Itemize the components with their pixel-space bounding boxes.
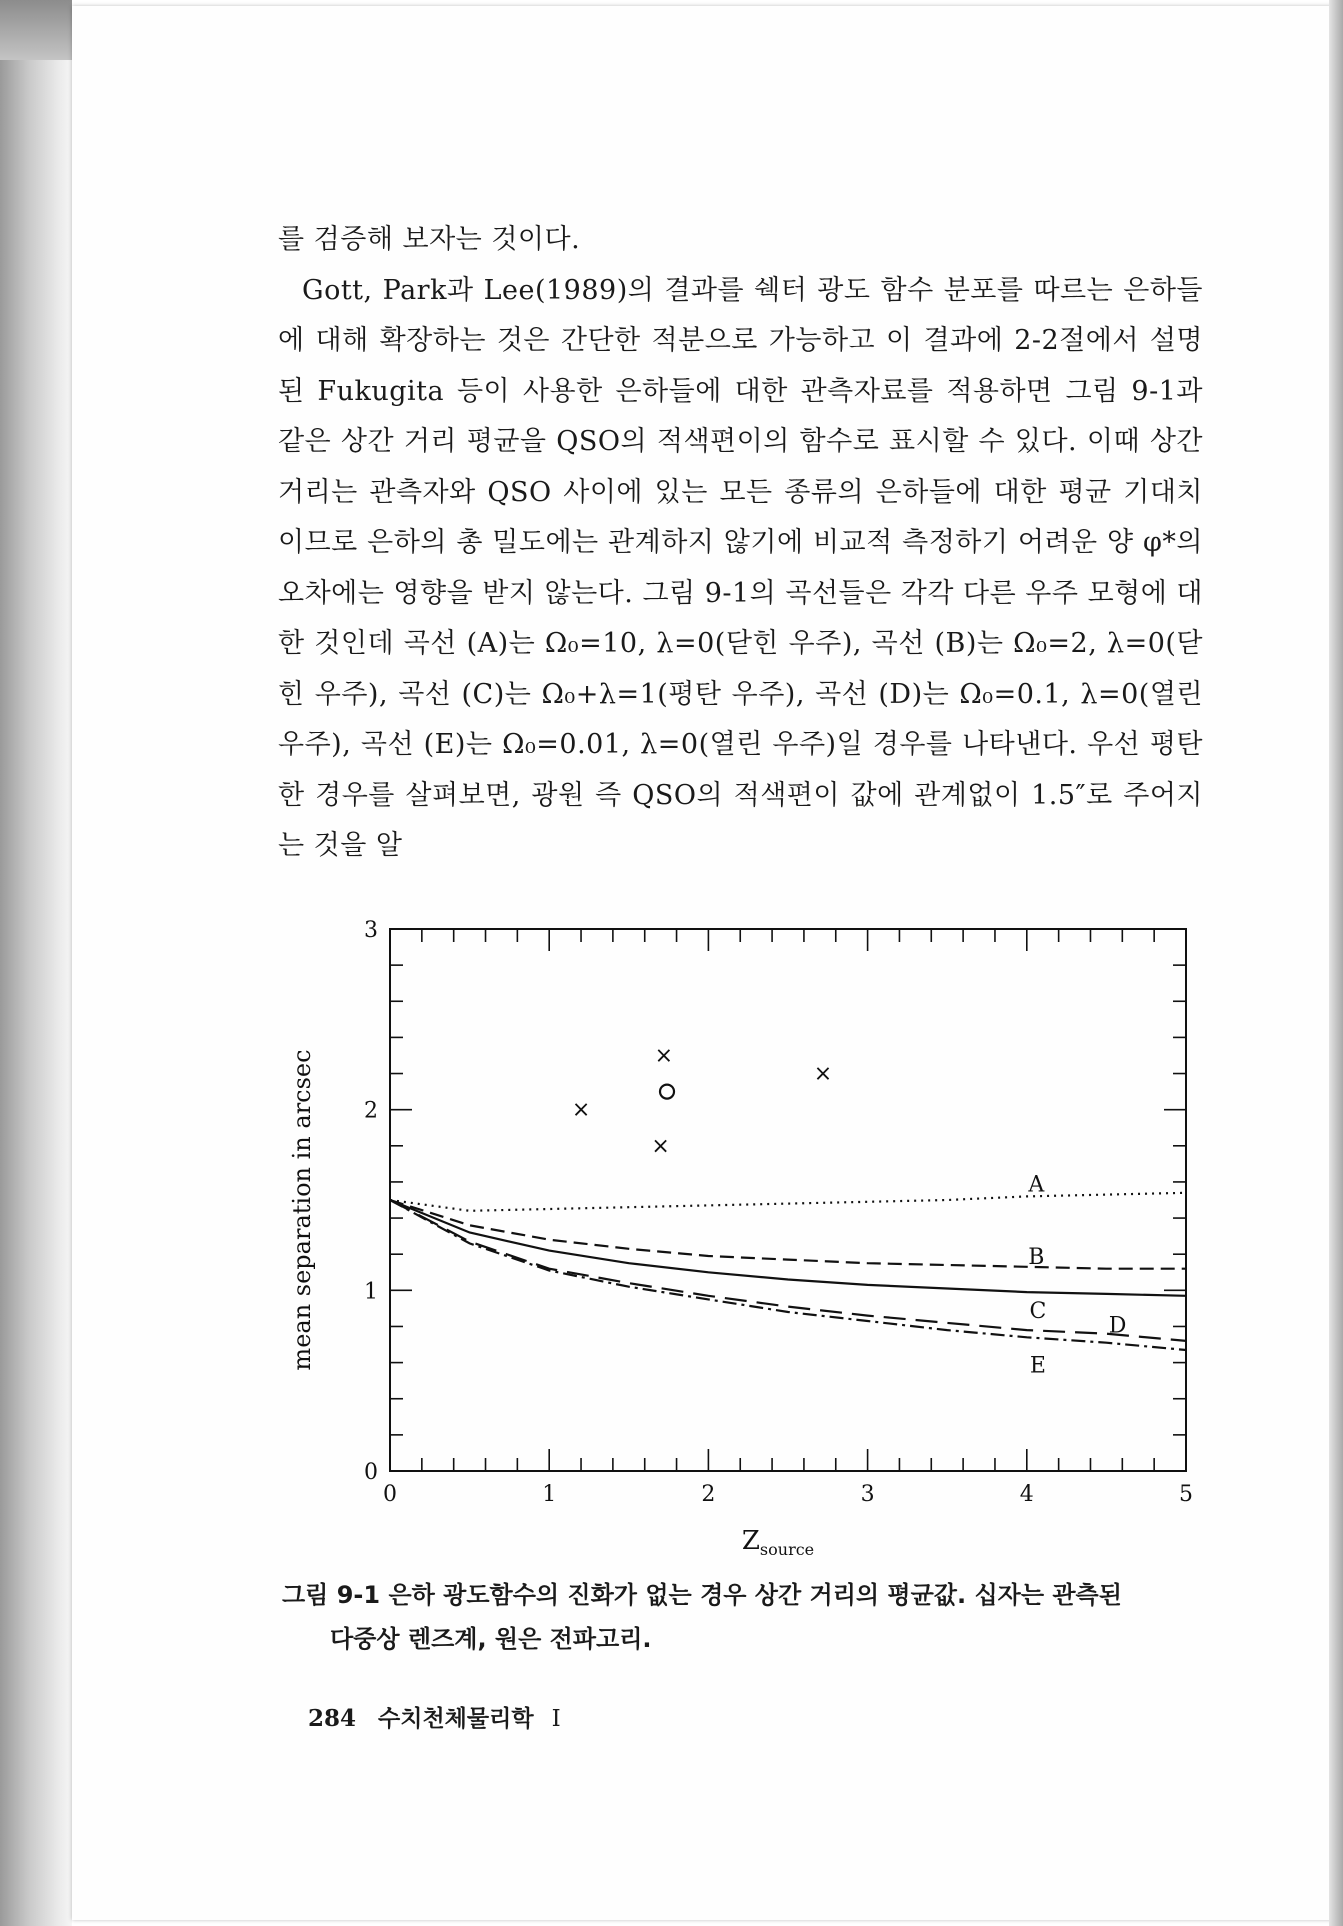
caption-line-2: 다중상 렌즈계, 원은 전파고리. bbox=[330, 1625, 652, 1653]
y-tick-label: 3 bbox=[364, 918, 378, 943]
figure-caption bbox=[282, 1573, 1212, 1661]
book-volume: I bbox=[551, 1706, 561, 1732]
curve-c bbox=[390, 1200, 1186, 1296]
curve-label-c: C bbox=[1029, 1299, 1047, 1325]
curve-d bbox=[390, 1200, 1186, 1341]
plot-frame bbox=[390, 929, 1186, 1471]
body-text bbox=[278, 215, 1203, 872]
book-title: 수치천체물리학 bbox=[378, 1706, 534, 1732]
curve-label-d: D bbox=[1108, 1313, 1127, 1339]
paragraph: Gott, Park과 Lee(1989)의 결과를 쉑터 광도 함수 분포를 따르는 은하들에 대해 확장하는 것은 간단한 적분으로 가능하고 이 결과에 2-2절에서 설명된 Fukugita 등이 사용한 은하들에 대한 관측자료를 적용하면 그림 9-1과 같은 상간 거리 평균을 QSO의 적색편이의 함수로 표시할 수 있다. 이때 상간 거리는 관측자와 QSO 사이에 있는 모든 종류의 은하들에 대한 평균 기대치이므로 은하의 총 밀도에는 관계하지 않기에 비교적 측정하기 어려운 양 φ*의 오차에는 영향을 받지 않는다. 그림 9-1의 곡선들은 각각 다른 우주 모형에 대한 것인데 곡선 (A)는 Ω₀=10, λ=0(닫힌 우주), 곡선 (B)는 Ω₀=2, λ=0(닫힌 우주), 곡선 (C)는 Ω₀+λ=1(평탄 우주), 곡선 (D)는 Ω₀=0.1, λ=0(열린 우주), 곡선 (E)는 Ω₀=0.01, λ=0(열린 우주)일 경우를 나타낸다. 우선 평탄한 경우를 살펴보면, 광원 즉 QSO의 적색편이 값에 관계없이 1.5″로 주어지는 것을 알 bbox=[278, 274, 1203, 861]
curve-label-a: A bbox=[1028, 1172, 1045, 1198]
x-tick-label: 4 bbox=[1019, 1482, 1034, 1507]
lens-cross-marker: × bbox=[813, 1061, 833, 1087]
x-axis-label: $Z_{source}$ bbox=[741, 1526, 815, 1559]
x-tick-label: 5 bbox=[1179, 1482, 1193, 1507]
y-axis-label: mean separation in arcsec bbox=[288, 1049, 316, 1371]
page-footer bbox=[308, 1700, 561, 1733]
figure-9-1 bbox=[270, 905, 1210, 1565]
y-tick-label: 0 bbox=[364, 1460, 378, 1485]
lens-cross-marker: × bbox=[571, 1097, 591, 1123]
radio-ring-marker bbox=[660, 1085, 674, 1099]
x-axis-label-subscript: source bbox=[759, 1540, 815, 1559]
x-tick-label: 3 bbox=[860, 1482, 875, 1507]
curve-e bbox=[390, 1200, 1186, 1350]
curve-label-e: E bbox=[1029, 1353, 1046, 1379]
separation-chart bbox=[270, 905, 1210, 1565]
page-number: 284 bbox=[308, 1705, 357, 1732]
caption-line-1: 그림 9-1 은하 광도함수의 진화가 없는 경우 상간 거리의 평균값. 십자는 관측된 bbox=[282, 1581, 1122, 1609]
y-tick-label: 1 bbox=[364, 1279, 378, 1305]
y-tick-label: 2 bbox=[364, 1098, 378, 1124]
book-spine-edge bbox=[0, 0, 72, 1926]
lens-cross-marker: × bbox=[651, 1133, 670, 1159]
x-tick-label: 1 bbox=[542, 1482, 557, 1507]
x-tick-label: 0 bbox=[383, 1482, 397, 1507]
book-spine-top bbox=[0, 0, 72, 60]
x-tick-label: 2 bbox=[701, 1482, 716, 1507]
curve-a bbox=[390, 1193, 1186, 1211]
curve-label-b: B bbox=[1028, 1245, 1045, 1271]
lens-cross-marker: × bbox=[654, 1043, 674, 1069]
paragraph: 를 검증해 보자는 것이다. bbox=[278, 224, 581, 255]
book-page-edge bbox=[1329, 0, 1343, 1926]
